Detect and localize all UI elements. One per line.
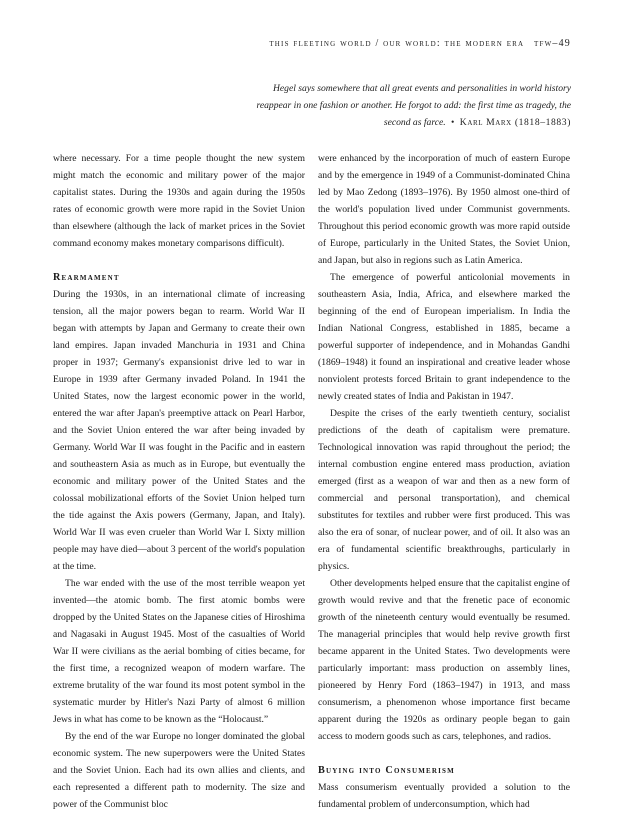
body-paragraph: Mass consumerism eventually provided a solution to the fundamental problem of underconsumption, which had — [318, 782, 570, 810]
running-title: this fleeting world / our world: the modern era — [269, 38, 525, 49]
section-heading-rearmament: Rearmament — [53, 272, 120, 283]
body-paragraph: were enhanced by the incorporation of much of eastern Europe and by the emergence in 1949 of a Communist-dominated China led by Mao Zedong (1893–1976). By 1950 almost one-third of the world's population lived under Communist governments. Throughout this period economic growth was more rapid outside of Europe, particularly in the United States, the Soviet Union, and Japan, but also in regions such as Latin America. — [318, 153, 570, 266]
epigraph-quote: Hegel says somewhere that all great events and personalities in world history reappear in one fashion or another. He forgot to add: the first time as tragedy, the second as farce. — [256, 83, 571, 128]
left-column — [53, 150, 305, 813]
body-paragraph: Other developments helped ensure that the capitalist engine of growth would revive and that the frenetic pace of economic growth of the nineteenth century would eventually be resumed. The managerial principles that would help revive growth first became apparent in the United States. Two developments were particularly important: mass production on assembly lines, pioneered by Henry Ford (1863–1947) in 1913, and mass consumerism, a phenomenon whose importance first became apparent during the 1920s as ordinary people began to gain access to modern goods such as cars, telephones, and radios. — [318, 578, 571, 742]
epigraph — [241, 80, 571, 131]
section-heading-consumerism: Buying into Consumerism — [318, 765, 455, 776]
body-paragraph: Despite the crises of the early twentieth century, socialist predictions of the death of capitalism were premature. Technological innovation was rapid throughout the period; the internal combustion engine entered mass production, aviation emerged (first as a weapon of war and then as a new form of commercial and personal transportation), and chemical substitutes for textiles and rubber were first produced. This was also the era of sonar, of nuclear power, and of oil. It also was an era of fundamental scientific breakthroughs, particularly in physics. — [318, 408, 570, 572]
body-paragraph: The war ended with the use of the most terrible weapon yet invented—the atomic bomb. The first atomic bombs were dropped by the United States on the Japanese cities of Hiroshima and Nagasaki in August 1945. Most of the casualties of World War II were civilians as the aerial bombing of cities became, for the first time, a recognized weapon of modern warfare. The extreme brutality of the war found its most potent symbol in the systematic murder by Hitler's Nazi Party of almost 6 million Jews in what has come to be known as the “Holocaust.” — [53, 578, 305, 725]
running-head — [269, 38, 571, 49]
body-paragraph: During the 1930s, in an international climate of increasing tension, all the major powers began to rearm. World War II began with attempts by Japan and Germany to create their own land empires. Japan invaded Manchuria in 1931 and China proper in 1937; Germany's expansionist drive led to war in Europe in 1939 after Germany invaded Poland. In 1941 the United States, now the largest economic power in the world, entered the war after Japan's preemptive attack on Pearl Harbor, and the Soviet Union entered the war after being invaded by Germany. World War II was fought in the Pacific and in eastern and southeastern Asia as much as in Europe, but eventually the economic and military power of the United States and the colossal mobilizational efforts of the Soviet Union helped turn the tide against the Axis powers (Germany, Japan, and Italy). World War II was even crueler than World War I. Sixty million people may have died—about 3 percent of the world's population at the time. — [53, 289, 305, 572]
bullet-separator: • — [451, 117, 455, 128]
body-paragraph: By the end of the war Europe no longer dominated the global economic system. The new superpowers were the United States and the Soviet Union. Each had its own allies and clients, and each represented a different path to modernity. The size and power of the Communist bloc — [53, 731, 305, 810]
right-column — [318, 150, 570, 813]
page-number: tfw–49 — [534, 38, 571, 49]
body-paragraph: where necessary. For a time people thought the new system might match the economic and military power of the major capitalist states. During the 1930s and again during the 1950s rates of economic growth were more rapid in the Soviet Union than elsewhere (although the lack of market prices in the Soviet command economy makes monetary comparisons difficult). — [53, 153, 305, 249]
body-paragraph: The emergence of powerful anticolonial movements in southeastern Asia, India, Africa, and elsewhere marked the beginning of the end of European imperialism. In India the Indian National Congress, established in 1885, became a powerful supporter of independence, and in Mohandas Gandhi (1869–1948) it found an inspirational and creative leader whose nonviolent protests forced Britain to grant independence to the newly created states of India and Pakistan in 1947. — [318, 272, 570, 402]
epigraph-attribution: Karl Marx (1818–1883) — [459, 117, 571, 128]
